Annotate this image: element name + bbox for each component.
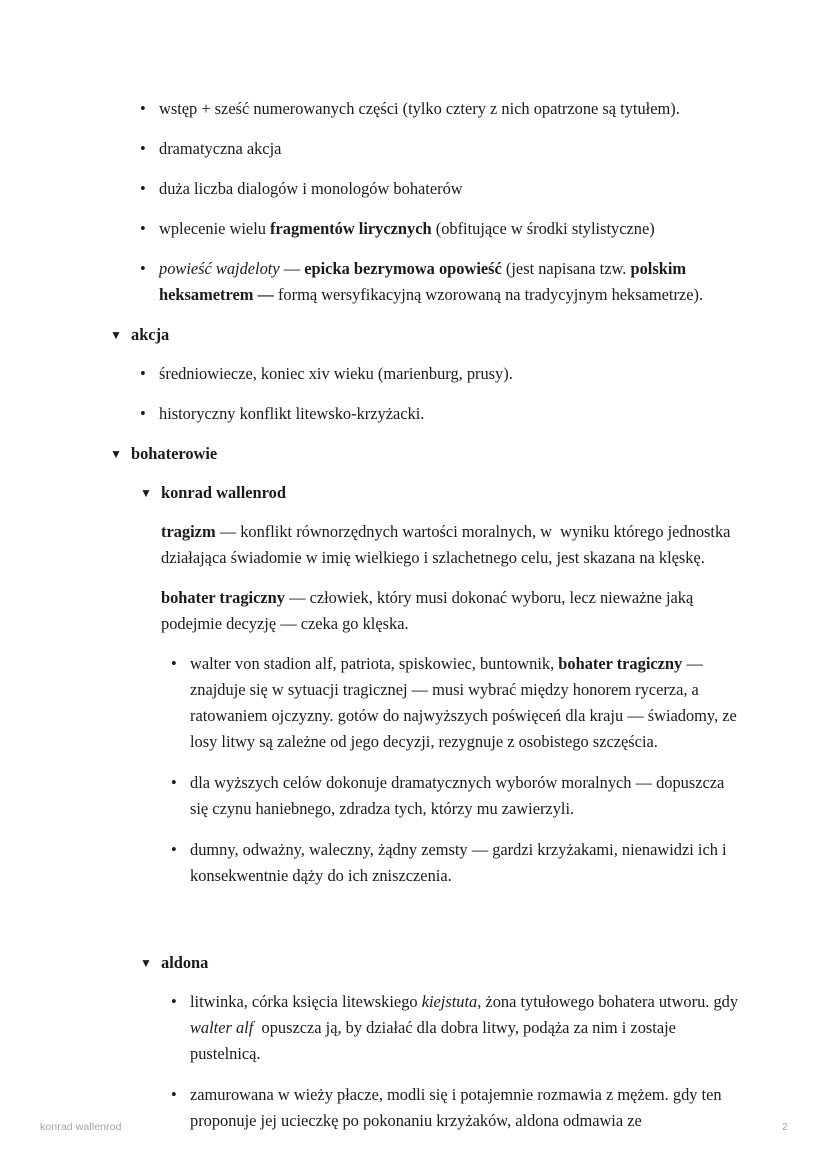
bullet-historyczny-konflikt bbox=[0, 401, 744, 427]
text-run: wplecenie wielu bbox=[159, 219, 271, 238]
chevron-down-icon[interactable]: ▼ bbox=[140, 956, 152, 970]
bullet-icon: • bbox=[140, 219, 146, 238]
bullet-powiesc-wajdeloty bbox=[0, 256, 744, 308]
bullet-dramatyczna-akcja bbox=[0, 136, 744, 162]
para-tragizm bbox=[0, 519, 744, 571]
list-item-text bbox=[159, 96, 744, 122]
bullet-fragmenty-liryczne bbox=[0, 216, 744, 242]
toggle-label: akcja bbox=[131, 325, 170, 344]
footer-page-number: 2 bbox=[782, 1121, 788, 1133]
toggle-aldona[interactable] bbox=[0, 950, 744, 976]
bullet-icon: • bbox=[171, 1085, 177, 1104]
text-run: zamurowana w wieży płacze, modli się i potajemnie rozmawia z mężem. gdy ten proponuje jej ucieczkę po pokonaniu krzyżaków, aldona odmawia ze bbox=[190, 1085, 722, 1130]
list-item-text bbox=[159, 216, 744, 242]
bold-run: bohater tragiczny bbox=[161, 588, 285, 607]
bullet-wybory-moralne bbox=[0, 770, 744, 822]
text-run: — konflikt równorzędnych wartości moralnych, w wyniku którego jednostka działająca świadomie w imię wielkiego i szlachetnego celu, jest skazana na klęskę. bbox=[161, 522, 731, 567]
chevron-down-icon[interactable]: ▼ bbox=[140, 486, 152, 500]
footer-document-title: konrad wallenrod bbox=[40, 1121, 122, 1133]
spacer-before-aldona bbox=[0, 904, 744, 950]
text-run: — człowiek, który musi dokonać wyboru, lecz nieważne jaką podejmie decyzję — czeka go klęska. bbox=[161, 588, 694, 633]
text-run: dramatyczna akcja bbox=[159, 139, 282, 158]
content-blocks bbox=[0, 96, 744, 1134]
bold-run: polskim heksametrem — bbox=[159, 259, 687, 304]
list-item-text bbox=[190, 837, 744, 889]
text-run: dumny, odważny, waleczny, żądny zemsty — gardzi krzyżakami, nienawidzi ich i konsekwentnie dąży do ich zniszczenia. bbox=[190, 840, 727, 885]
bullet-icon: • bbox=[171, 654, 177, 673]
list-item-text bbox=[190, 989, 744, 1067]
list-item-text bbox=[159, 256, 744, 308]
list-item-text bbox=[159, 361, 744, 387]
italic-run: walter alf bbox=[190, 1018, 254, 1037]
text-run: historyczny konflikt litewsko-krzyżacki. bbox=[159, 404, 425, 423]
text-run: , żona tytułowego bohatera utworu. gdy bbox=[477, 992, 739, 1011]
bullet-walter-von-stadion bbox=[0, 651, 744, 755]
para-bohater-tragiczny bbox=[0, 585, 744, 637]
toggle-bohaterowie[interactable] bbox=[0, 441, 744, 467]
toggle-akcja[interactable] bbox=[0, 322, 744, 348]
bullet-icon: • bbox=[140, 139, 146, 158]
bold-run: epicka bezrymowa opowieść bbox=[304, 259, 502, 278]
bullet-dialogi-monologi bbox=[0, 176, 744, 202]
toggle-konrad-wallenrod[interactable] bbox=[0, 480, 744, 506]
bullet-dumny-odwazny bbox=[0, 837, 744, 889]
text-run: (jest napisana tzw. bbox=[501, 259, 631, 278]
bold-run: bohater tragiczny bbox=[558, 654, 683, 673]
bullet-sredniowiecze bbox=[0, 361, 744, 387]
toggle-label: konrad wallenrod bbox=[161, 483, 286, 502]
bullet-icon: • bbox=[171, 992, 177, 1011]
chevron-down-icon[interactable]: ▼ bbox=[110, 328, 122, 342]
list-item-text bbox=[190, 770, 744, 822]
list-item-text bbox=[190, 651, 744, 755]
bullet-icon: • bbox=[171, 840, 177, 859]
bold-run: tragizm bbox=[161, 522, 216, 541]
bullet-icon: • bbox=[140, 364, 146, 383]
list-item-text bbox=[159, 136, 744, 162]
text-run: walter von stadion alf, patriota, spiskowiec, buntownik, bbox=[190, 654, 559, 673]
bold-run: fragmentów lirycznych bbox=[270, 219, 432, 238]
toggle-label: aldona bbox=[161, 953, 209, 972]
document-content bbox=[0, 96, 828, 1149]
chevron-down-icon[interactable]: ▼ bbox=[110, 447, 122, 461]
bullet-wstep bbox=[0, 96, 744, 122]
text-run: litwinka, córka księcia litewskiego bbox=[190, 992, 422, 1011]
list-item-text bbox=[159, 176, 744, 202]
text-run: — znajduje się w sytuacji tragicznej — musi wybrać między honorem rycerza, a ratowaniem ojczyzny. gotów do najwyższych poświęceń dla kraju — świadomy, ze losy litwy są zależne od jego decyzji, rezygnuje z osobistego szczęścia. bbox=[190, 654, 737, 751]
toggle-label: bohaterowie bbox=[131, 444, 218, 463]
italic-run: powieść wajdeloty bbox=[159, 259, 280, 278]
bullet-litwinka bbox=[0, 989, 744, 1067]
bullet-icon: • bbox=[140, 404, 146, 423]
text-run: duża liczba dialogów i monologów bohaterów bbox=[159, 179, 463, 198]
text-run: formą wersyfikacyjną wzorowaną na tradycyjnym heksametrze). bbox=[273, 285, 704, 304]
text-run: — bbox=[279, 259, 305, 278]
page-footer bbox=[0, 1112, 828, 1142]
bullet-icon: • bbox=[140, 99, 146, 118]
bullet-icon: • bbox=[140, 259, 146, 278]
italic-run: kiejstuta bbox=[421, 992, 478, 1011]
text-run: wstęp + sześć numerowanych części (tylko cztery z nich opatrzone są tytułem). bbox=[159, 99, 680, 118]
text-run: (obfitujące w środki stylistyczne) bbox=[431, 219, 655, 238]
text-run: opuszcza ją, by działać dla dobra litwy, podąża za nim i zostaje pustelnicą. bbox=[190, 1018, 676, 1063]
text-run: dla wyższych celów dokonuje dramatycznych wyborów moralnych — dopuszcza się czynu haniebnego, zdradza tych, którzy mu zawierzyli. bbox=[190, 773, 725, 818]
bullet-icon: • bbox=[140, 179, 146, 198]
bullet-icon: • bbox=[171, 773, 177, 792]
list-item-text bbox=[159, 401, 744, 427]
text-run: średniowiecze, koniec xiv wieku (marienburg, prusy). bbox=[159, 364, 513, 383]
